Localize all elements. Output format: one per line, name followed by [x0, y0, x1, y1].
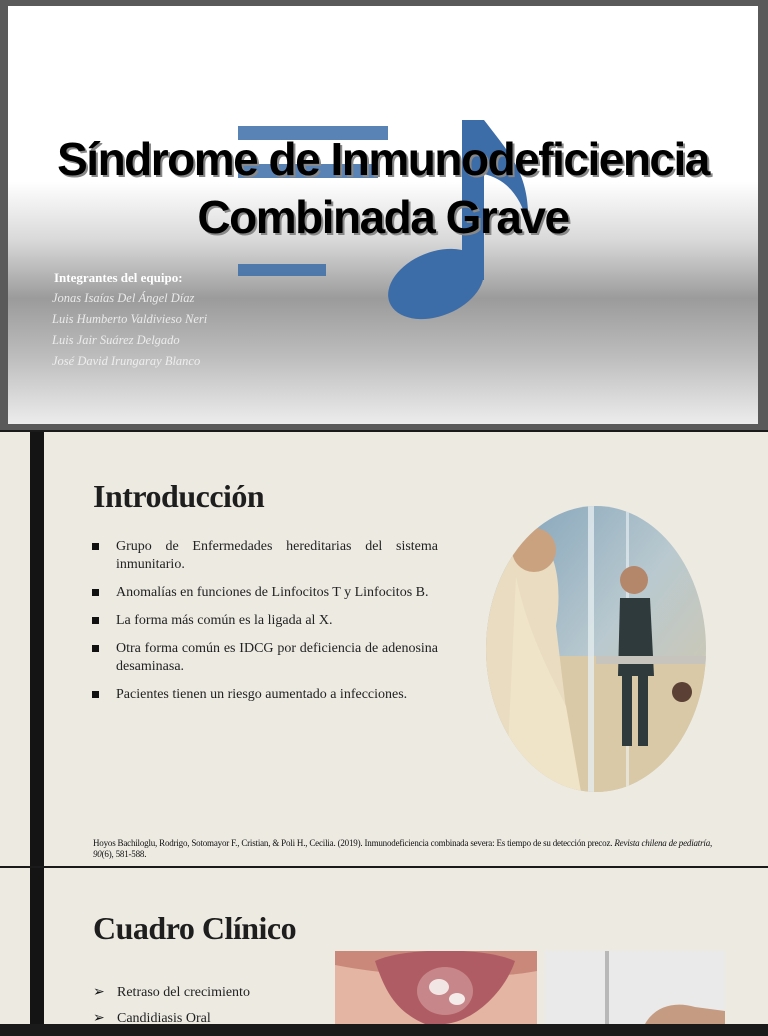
bullet-text: Otra forma común es IDCG por deficiencia de adenosina desaminasa. — [116, 641, 438, 674]
citation-main: Hoyos Bachiloglu, Rodrigo, Sotomayor F., Cristian, & Poli H., Cecilia. (2019). Inmunodeficiencia combinada severa: Es tiempo de su detección precoz. — [93, 838, 613, 848]
oral-candidiasis-photo — [335, 951, 537, 1024]
symptom-item — [93, 984, 250, 1002]
photo-illustration — [486, 506, 706, 792]
bullet-item — [92, 640, 438, 676]
bullet-text: La forma más común es la ligada al X. — [116, 613, 333, 628]
bullet-text: Anomalías en funciones de Linfocitos T y Linfocitos B. — [116, 585, 429, 600]
symptom-item — [93, 1010, 250, 1028]
title-slide — [0, 0, 768, 430]
bullet-item — [92, 538, 438, 574]
bullet-item — [92, 686, 438, 704]
title-slide-canvas — [8, 6, 758, 424]
slide-heading: Cuadro Clínico — [93, 910, 297, 946]
bullet-item — [92, 612, 438, 630]
team-member: Jonas Isaías Del Ángel Díaz — [52, 291, 195, 305]
citation-volume: 90 — [93, 849, 102, 859]
bubble-boy-photo — [486, 506, 706, 792]
team-member: Luis Humberto Valdivieso Neri — [52, 312, 208, 326]
citation: Hoyos Bachiloglu, Rodrigo, Sotomayor F., Cristian, & Poli H., Cecilia. (2019). Inmunodeficiencia combinada severa: Es tiempo de su detección precoz. Revista chilena de pediatría, 90(6), 581-588. — [93, 838, 713, 859]
square-bullet-icon — [92, 543, 99, 550]
square-bullet-icon — [92, 617, 99, 624]
citation-journal: Revista chilena de pediatría — [614, 838, 710, 848]
bullet-text: Pacientes tienen un riesgo aumentado a infecciones. — [116, 687, 408, 702]
team-label: Integrantes del equipo: — [54, 270, 183, 285]
arrow-bullet-icon: ➢ — [93, 985, 105, 1000]
bullet-text: Grupo de Enfermedades hereditarias del sistema inmunitario. — [116, 539, 438, 572]
bullet-item — [92, 584, 438, 602]
slide-heading: Introducción — [93, 478, 265, 514]
photo-illustration — [335, 951, 537, 1024]
accent-bar — [30, 868, 44, 1024]
slide-title-line-2: Combinada Grave — [197, 191, 569, 243]
team-member: Luis Jair Suárez Delgado — [52, 333, 180, 347]
bullet-list — [92, 538, 438, 714]
photo-illustration — [545, 951, 725, 1024]
intro-slide — [0, 432, 768, 866]
growth-measure-photo — [545, 951, 725, 1024]
square-bullet-icon — [92, 589, 99, 596]
slide-title-line-1: Síndrome de Inmunodeficiencia — [57, 133, 709, 185]
square-bullet-icon — [92, 691, 99, 698]
symptom-list — [93, 984, 250, 1036]
symptom-text: Retraso del crecimiento — [117, 985, 250, 1000]
clinical-slide — [0, 868, 768, 1024]
accent-bar — [30, 432, 44, 866]
symptom-text: Candidiasis Oral — [117, 1011, 211, 1026]
arrow-bullet-icon: ➢ — [93, 1011, 105, 1026]
team-member: José David Irungaray Blanco — [52, 354, 201, 368]
square-bullet-icon — [92, 645, 99, 652]
citation-rest: (6), 581-588. — [101, 849, 147, 859]
